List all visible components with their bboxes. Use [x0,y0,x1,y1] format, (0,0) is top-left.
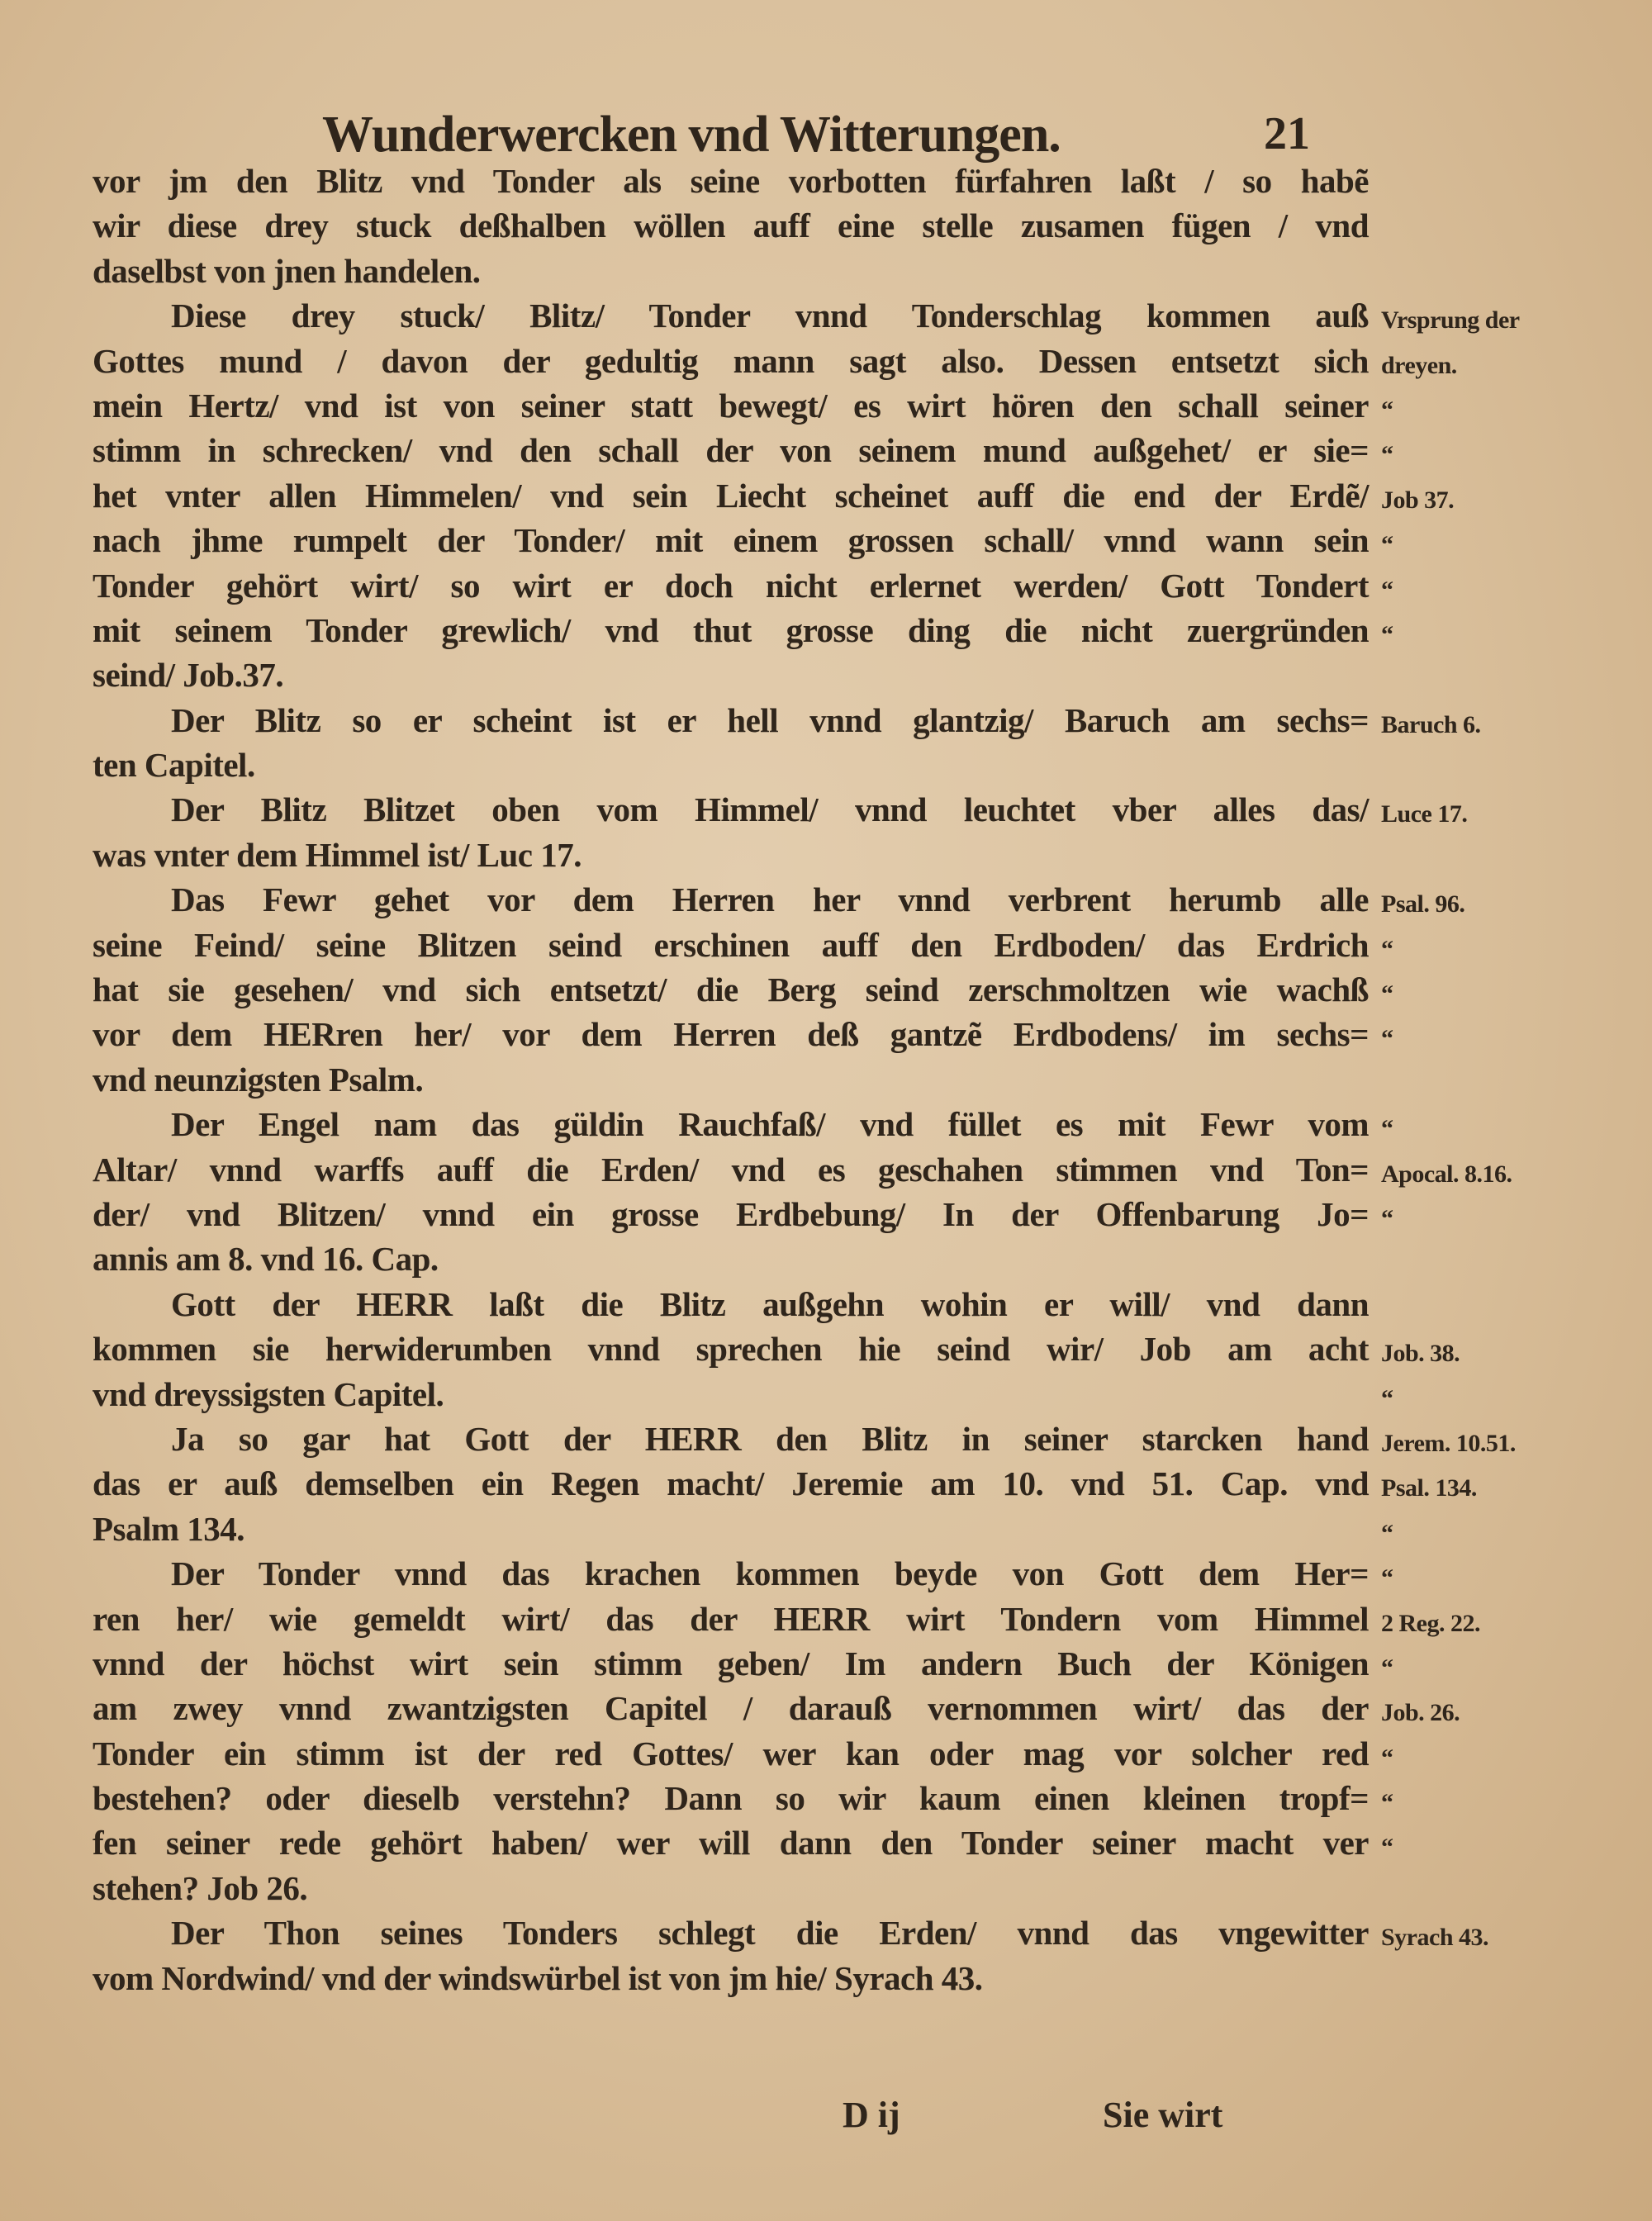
margin-note: “ [1381,1789,1393,1817]
line-text: mein Hertz/ vnd ist von seiner statt bewegt/ es wirt hören den schall seiner [93,386,1369,425]
margin-note: Luce 17. [1381,800,1468,828]
line-text: vor jm den Blitz vnd Tonder als seine vorbotten fürfahren laßt / so habẽ [93,162,1369,200]
margin-note: “ [1381,576,1393,604]
text-line [93,833,1369,877]
text-line [93,1597,1480,1641]
margin-note: Psal. 96. [1381,890,1465,918]
margin-note: “ [1381,396,1393,424]
margin-note: Jerem. 10.51. [1381,1429,1516,1457]
text-line [93,1147,1512,1192]
text-line [93,293,1520,338]
margin-note: “ [1381,1384,1393,1412]
text-line [93,563,1393,608]
text-line [93,877,1465,922]
paragraph [93,293,1520,698]
text-line [93,203,1369,248]
margin-note: Job. 38. [1381,1340,1460,1368]
line-text: vnd neunzigsten Psalm. [93,1060,424,1099]
catchword: Sie wirt [1103,2095,1223,2135]
line-text: stimm in schrecken/ vnd den schall der von seinem mund außgehet/ er sie= [93,431,1369,470]
text-line [93,1461,1477,1506]
text-line [93,1282,1369,1326]
text-line [93,428,1393,472]
text-line [93,1551,1393,1596]
line-text: Altar/ vnnd warffs auff die Erden/ vnd es geschahen stimmen vnd Ton= [93,1150,1369,1189]
text-line [93,159,1369,203]
line-text: nach jhme rumpelt der Tonder/ mit einem grossen schall/ vnnd wann sein [93,521,1369,560]
text-line [93,1326,1460,1371]
text-line [93,743,1369,787]
line-text: Psalm 134. [93,1509,245,1548]
margin-note: “ [1381,531,1393,559]
paragraph [93,1102,1512,1282]
text-line [93,1776,1393,1820]
line-text: annis am 8. vnd 16. Cap. [93,1240,439,1279]
margin-note: Vrsprung der [1381,306,1520,335]
paragraph [93,698,1481,788]
line-text: am zwey vnnd zwantzigsten Capitel / darauß vernommen wirt/ das der [93,1689,1369,1728]
line-text: Der Tonder vnnd das krachen kommen beyde von Gott dem Her= [171,1554,1369,1593]
line-text: Das Fewr gehet vor dem Herren her vnnd verbrent herumb alle [171,880,1369,919]
text-line [93,967,1393,1012]
margin-note: “ [1381,441,1393,469]
margin-note: “ [1381,1115,1393,1143]
line-text: Tonder gehört wirt/ so wirt er doch nicht erlernet werden/ Gott Tondert [93,566,1369,605]
margin-note: Baruch 6. [1381,710,1481,738]
text-line [93,1686,1460,1730]
line-text: hat sie gesehen/ vnd sich entsetzt/ die Berg seind zerschmoltzen wie wachß [93,971,1369,1009]
line-text: seind/ Job.37. [93,656,284,695]
line-text: ren her/ wie gemeldt wirt/ das der HERR wirt Tondern vom Himmel [93,1599,1369,1638]
text-line [93,1641,1393,1686]
signature-mark: D ij [843,2095,900,2135]
text-line [93,653,1369,697]
line-text: Der Thon seines Tonders schlegt die Erden/ vnnd das vngewitter [171,1914,1369,1953]
line-text: Ja so gar hat Gott der HERR den Blitz in seiner starcken hand [171,1419,1369,1458]
text-line [93,1057,1369,1102]
line-text: das er auß demselben ein Regen macht/ Jeremie am 10. vnd 51. Cap. vnd [93,1464,1369,1503]
margin-note: “ [1381,1564,1393,1592]
margin-note: Apocal. 8.16. [1381,1160,1512,1188]
text-line [93,608,1393,653]
line-text: Tonder ein stimm ist der red Gottes/ wer kan oder mag vor solcher red [93,1734,1369,1773]
line-text: kommen sie herwiderumben vnnd sprechen hie seind wir/ Job am acht [93,1330,1369,1369]
page-body [93,159,1520,2000]
text-line [93,698,1481,743]
line-text: stehen? Job 26. [93,1868,308,1907]
text-line [93,1102,1393,1146]
margin-note: Job. 26. [1381,1699,1460,1727]
line-text: bestehen? oder dieselb verstehn? Dann so wir kaum einen kleinen tropf= [93,1779,1369,1818]
text-line [93,518,1393,562]
line-text: Diese drey stuck/ Blitz/ Tonder vnnd Tonderschlag kommen auß [171,297,1369,335]
text-line [93,1866,1369,1910]
margin-note: “ [1381,1204,1393,1232]
line-text: wir diese drey stuck deßhalben wöllen auff eine stelle zusamen fügen / vnd [93,206,1369,245]
text-line [93,1820,1393,1865]
line-text: Gottes mund / davon der gedultig mann sagt also. Dessen entsetzt sich [93,341,1369,380]
margin-note: Psal. 134. [1381,1474,1477,1502]
line-text: het vnter allen Himmelen/ vnd sein Liecht scheinet auff die end der Erdẽ/ [93,476,1369,515]
running-title: Wunderwercken vnd Witterungen. [322,107,1061,163]
text-line [93,339,1457,383]
paragraph [93,787,1468,877]
margin-note: Syrach 43. [1381,1924,1488,1952]
line-text: was vnter dem Himmel ist/ Luc 17. [93,835,582,874]
line-text: vnd dreyssigsten Capitel. [93,1374,444,1413]
margin-note: “ [1381,1834,1393,1862]
line-text: Der Blitz Blitzet oben vom Himmel/ vnnd leuchtet vber alles das/ [171,790,1369,829]
text-line [93,1956,1369,2000]
margin-note: “ [1381,1744,1393,1772]
text-line [93,1372,1393,1417]
text-line [93,1012,1393,1056]
text-line [93,787,1468,832]
text-line [93,383,1393,428]
line-text: fen seiner rede gehört haben/ wer will dann den Tonder seiner macht ver [93,1824,1369,1863]
line-text: mit seinem Tonder grewlich/ vnd thut grosse ding die nicht zuergründen [93,610,1369,649]
margin-note: dreyen. [1381,351,1457,379]
line-text: Gott der HERR laßt die Blitz außgehn wohin er will/ vnd dann [171,1284,1369,1323]
text-line [93,1910,1488,1955]
line-text: seine Feind/ seine Blitzen seind erschinen auff den Erdboden/ das Erdrich [93,925,1369,964]
line-text: vnnd der höchst wirt sein stimm geben/ Im andern Buch der Königen [93,1644,1369,1682]
paragraph [93,877,1465,1102]
line-text: vom Nordwind/ vnd der windswürbel ist von jm hie/ Syrach 43. [93,1958,983,1997]
text-line [93,1236,1369,1281]
text-line [93,249,1369,293]
paragraph [93,159,1369,293]
text-line [93,923,1393,967]
line-text: der/ vnd Blitzen/ vnnd ein grosse Erdbebung/ In der Offenbarung Jo= [93,1194,1369,1233]
line-text: ten Capitel. [93,746,255,785]
text-line [93,1192,1393,1236]
page-number: 21 [1264,108,1310,159]
margin-note: “ [1381,1654,1393,1682]
line-text: Der Blitz so er scheint ist er hell vnnd glantzig/ Baruch am sechs= [171,700,1369,739]
margin-note: 2 Reg. 22. [1381,1609,1480,1637]
paragraph [93,1910,1488,2000]
line-text: vor dem HERren her/ vor dem Herren deß gantzẽ Erdbodens/ im sechs= [93,1015,1369,1054]
paragraph [93,1551,1480,1910]
margin-note: “ [1381,620,1393,648]
margin-note: “ [1381,1025,1393,1053]
margin-note: “ [1381,1519,1393,1547]
margin-note: Job 37. [1381,486,1455,514]
text-line [93,1417,1516,1461]
text-line [93,1731,1393,1776]
margin-note: “ [1381,980,1393,1008]
margin-note: “ [1381,935,1393,963]
text-line [93,473,1455,518]
paragraph [93,1282,1460,1417]
line-text: Der Engel nam das güldin Rauchfaß/ vnd füllet es mit Fewr vom [171,1105,1369,1144]
line-text: daselbst von jnen handelen. [93,251,481,290]
paragraph [93,1417,1516,1551]
text-line [93,1507,1393,1551]
